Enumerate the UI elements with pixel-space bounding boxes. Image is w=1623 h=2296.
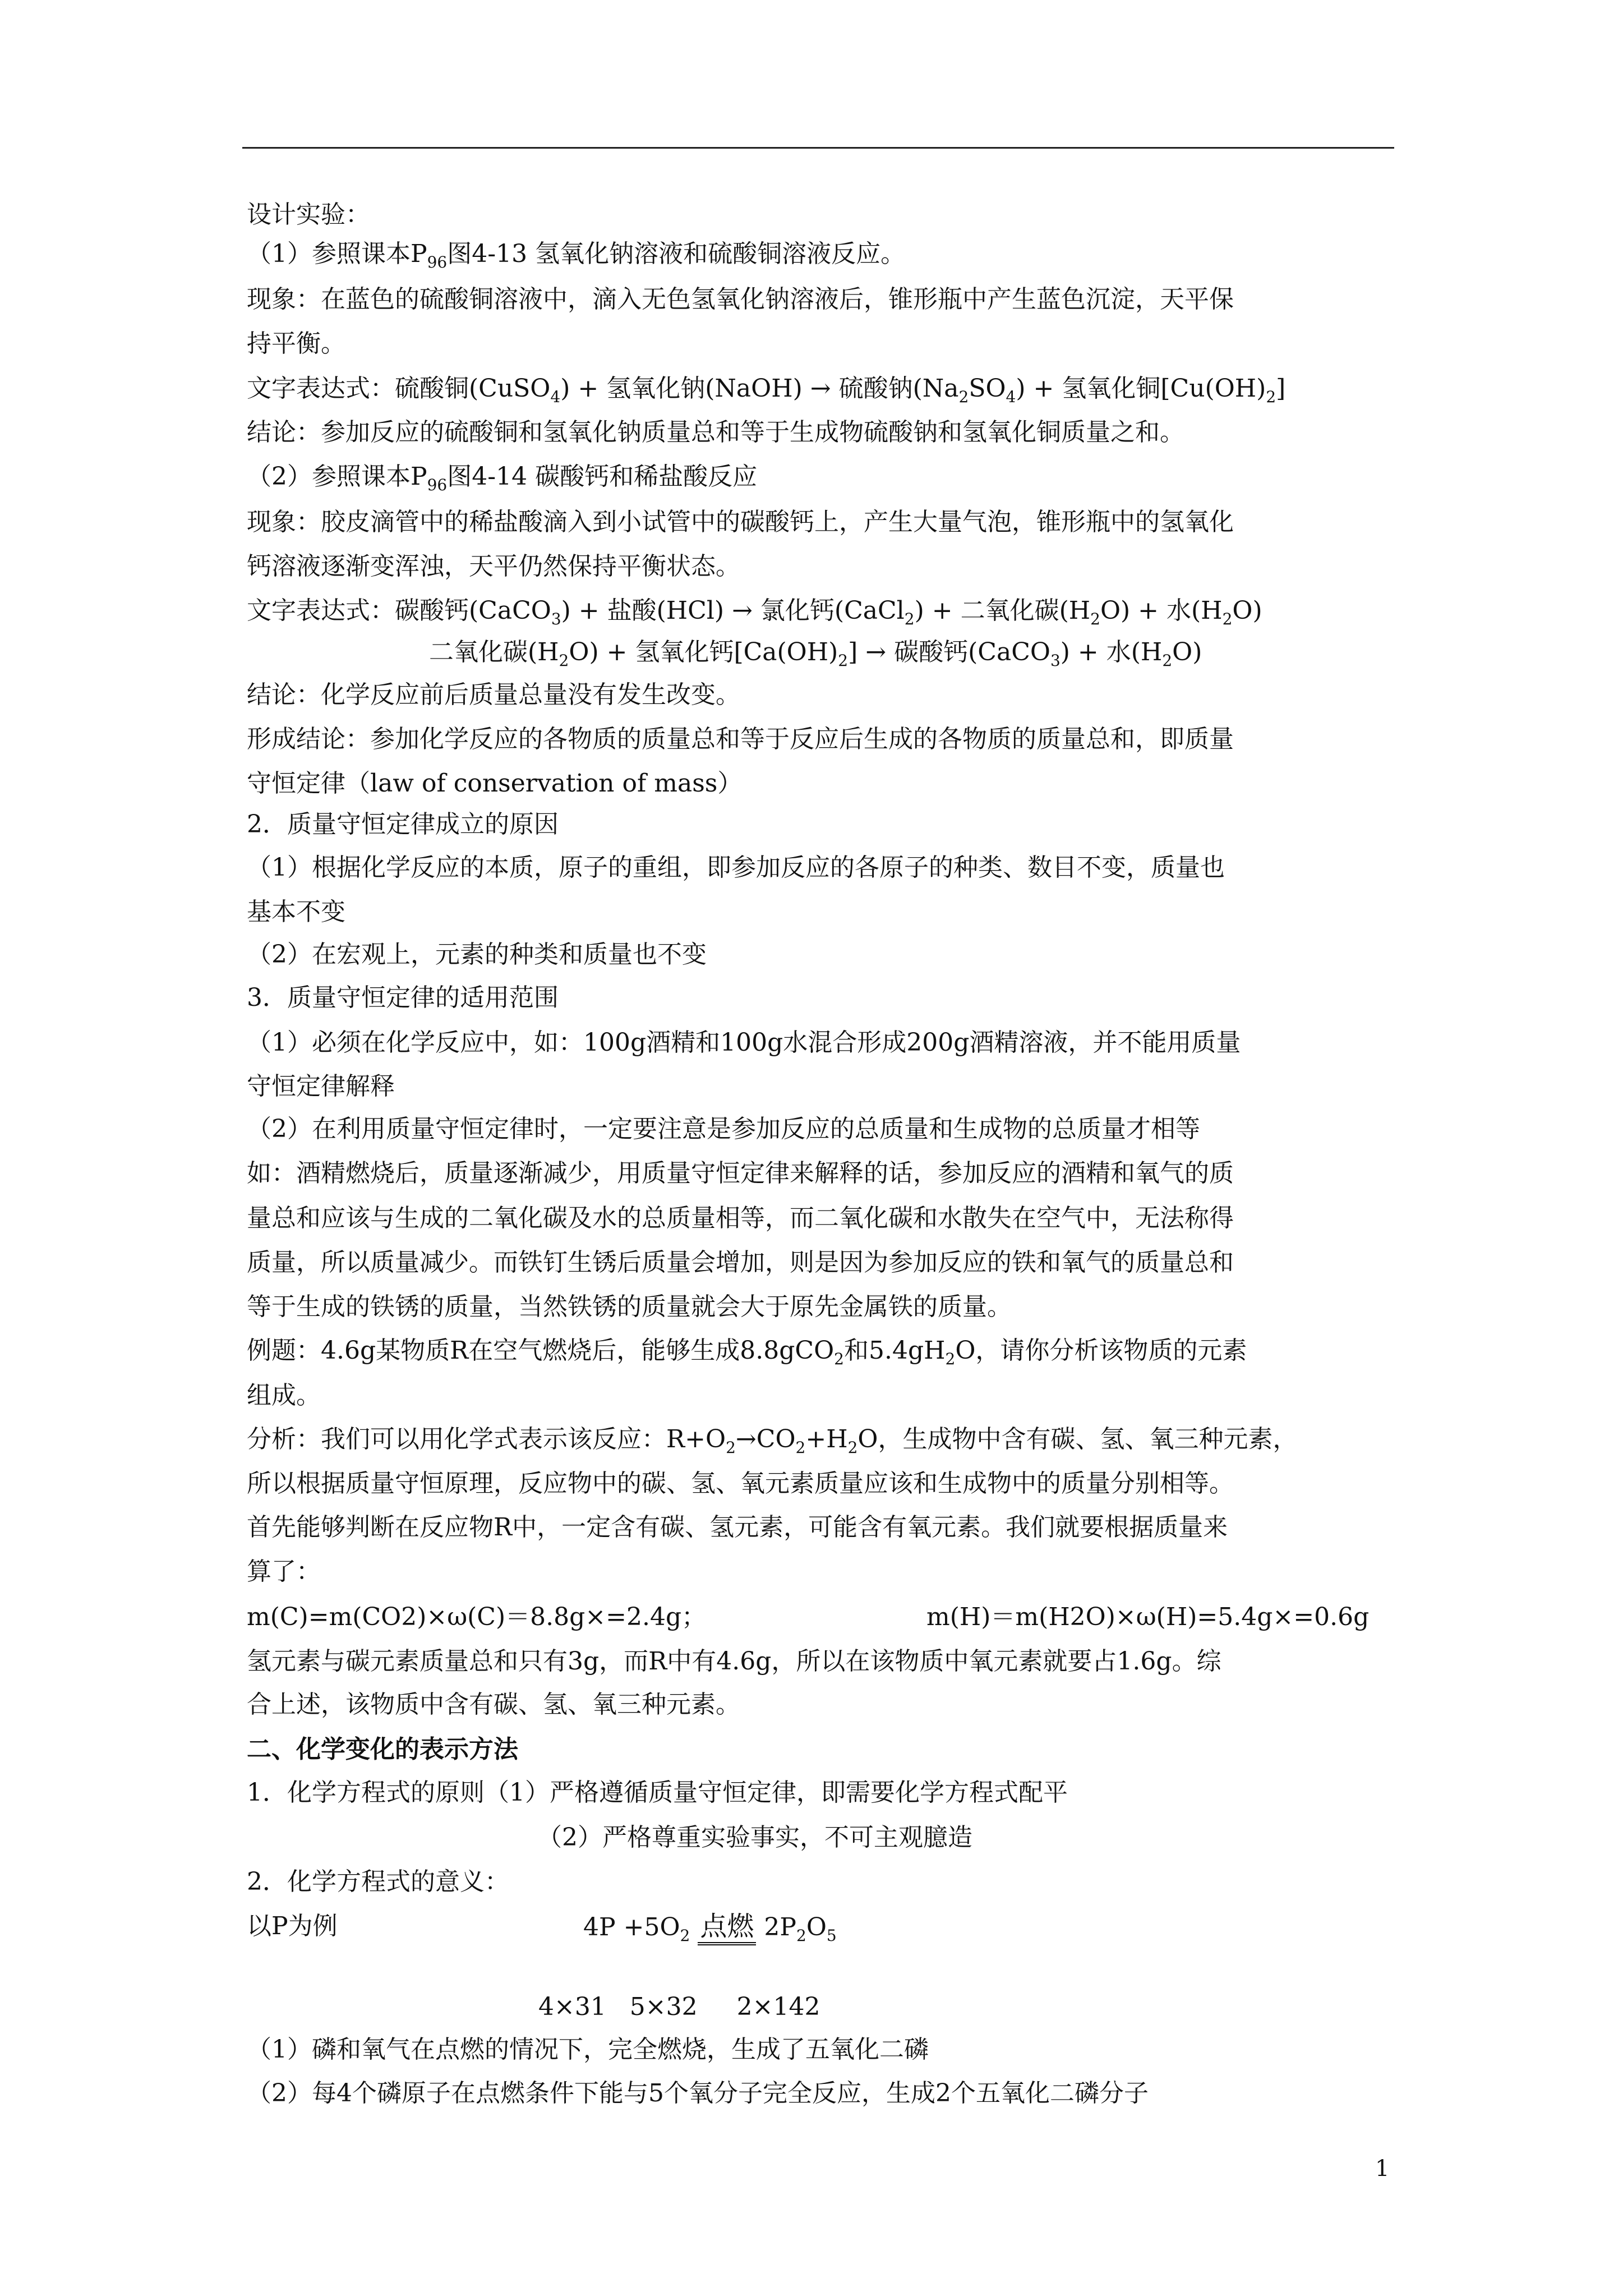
text-line: 守恒定律（law of conservation of mass）: [247, 769, 743, 798]
text-line: 设计实验：: [247, 200, 370, 229]
text-line: 首先能够判断在反应物R中，一定含有碳、氢元素，可能含有氧元素。我们就要根据质量来: [247, 1513, 1228, 1542]
text-line: 等于生成的铁锈的质量，当然铁锈的质量就会大于原先金属铁的质量。: [247, 1292, 1012, 1321]
text-line: 如：酒精燃烧后，质量逐渐减少，用质量守恒定律来解释的话，参加反应的酒精和氧气的质: [247, 1159, 1234, 1188]
text-line: （1）根据化学反应的本质，原子的重组，即参加反应的各原子的种类、数目不变，质量也: [247, 853, 1225, 882]
text-line: 量总和应该与生成的二氧化碳及水的总质量相等，而二氧化碳和水散失在空气中，无法称得: [247, 1204, 1234, 1232]
text-line: 文字表达式：硫酸铜(CuSO$_4$) + 氢氧化钠(NaOH) → 硫酸钠$(Na_2SO_4)$ + 氢氧化铜$[Cu(OH)_2]$: [247, 374, 1286, 406]
text-line: （2）参照课本$P_{96}$图4-14 碳酸钙和稀盐酸反应: [247, 462, 758, 494]
text-line: 现象：胶皮滴管中的稀盐酸滴入到小试管中的碳酸钙上，产生大量气泡，锥形瓶中的氢氧化: [247, 508, 1234, 536]
text-line: 钙溶液逐渐变浑浊，天平仍然保持平衡状态。: [247, 552, 740, 581]
text-line: （2）在利用质量守恒定律时，一定要注意是参加反应的总质量和生成物的总质量才相等: [247, 1115, 1200, 1143]
text-line: 文字表达式：碳酸钙(CaCO$_3$) + 盐酸(HCl) → 氯化钙(CaCl$_2$) + 二氧化碳$(H_2O)$ + 水$(H_2O)$: [247, 596, 1262, 628]
text-line: （2）严格尊重实验事实，不可主观臆造: [537, 1823, 972, 1852]
text-line: 氢元素与碳元素质量总和只有3g，而R中有4.6g，所以在该物质中氧元素就要占1.6g。综: [247, 1647, 1221, 1676]
section-heading: 二、化学变化的表示方法: [247, 1735, 518, 1764]
text-line: 质量，所以质量减少。而铁钉生锈后质量会增加，则是因为参加反应的铁和氧气的质量总和: [247, 1248, 1234, 1277]
text-line: 现象：在蓝色的硫酸铜溶液中，滴入无色氢氧化钠溶液后，锥形瓶中产生蓝色沉淀，天平保: [247, 285, 1234, 314]
text-line: 例题：4.6g某物质R在空气燃烧后，能够生成8.8gCO$_2$和$5.4gH_2O$，请你分析该物质的元素: [247, 1336, 1247, 1368]
text-line: 二氧化碳$(H_2O)$ + 氢氧化钙$[Ca(OH)_2]$ → 碳酸钙(CaCO$_3$) + 水$(H_2O)$: [429, 638, 1202, 670]
text-line: 2．质量守恒定律成立的原因: [247, 810, 559, 839]
text-line: m(C)=m(CO2)×ω(C)＝8.8g×=2.4g；: [247, 1603, 707, 1631]
equation-line: 以P为例: [247, 1912, 338, 1940]
text-line: 分析：我们可以用化学式表示该反应：$R+O_2\to CO_2+H_2O$，生成物中含有碳、氢、氧三种元素，: [247, 1425, 1298, 1457]
text-line: 合上述，该物质中含有碳、氢、氧三种元素。: [247, 1690, 740, 1719]
text-line: （2）每4个磷原子在点燃条件下能与5个氧分子完全反应，生成2个五氧化二磷分子: [247, 2079, 1149, 2108]
page-number: 1: [1375, 2156, 1390, 2182]
text-line: 基本不变: [247, 898, 345, 926]
reaction-condition: 点燃: [698, 1911, 756, 1945]
text-line: （1）磷和氧气在点燃的情况下，完全燃烧，生成了五氧化二磷: [247, 2035, 929, 2064]
text-line: 形成结论：参加化学反应的各物质的质量总和等于反应后生成的各物质的质量总和，即质量: [247, 725, 1234, 753]
header-rule: [242, 147, 1394, 149]
text-line: 守恒定律解释: [247, 1072, 395, 1101]
text-line: 所以根据质量守恒原理，反应物中的碳、氢、氧元素质量应该和生成物中的质量分别相等。: [247, 1469, 1234, 1498]
text-line: 1．化学方程式的原则（1）严格遵循质量守恒定律，即需要化学方程式配平: [247, 1778, 1068, 1807]
text-line: （1）必须在化学反应中，如：100g酒精和100g水混合形成200g酒精溶液，并不能用质量: [247, 1028, 1241, 1057]
text-line: （1）参照课本$P_{96}$图4-13 氢氧化钠溶液和硫酸铜溶液反应。: [247, 240, 906, 272]
text-line: （2）在宏观上，元素的种类和质量也不变: [247, 940, 707, 969]
text-line: m(H)＝m(H2O)×ω(H)=5.4g×=0.6g: [926, 1603, 1370, 1631]
text-line: 4×31 5×32 2×142: [538, 1993, 820, 2021]
text-line: 算了：: [247, 1557, 321, 1586]
equation-line: $4P +5O_2$ 点燃 $2P_2O_5$: [583, 1911, 837, 1945]
text-line: 组成。: [247, 1381, 321, 1410]
text-line: 3．质量守恒定律的适用范围: [247, 983, 559, 1012]
text-line: 结论：参加反应的硫酸铜和氢氧化钠质量总和等于生成物硫酸钠和氢氧化铜质量之和。: [247, 418, 1184, 447]
text-line: 2．化学方程式的意义：: [247, 1867, 509, 1896]
text-line: 结论：化学反应前后质量总量没有发生改变。: [247, 680, 740, 709]
text-line: 持平衡。: [247, 329, 345, 358]
